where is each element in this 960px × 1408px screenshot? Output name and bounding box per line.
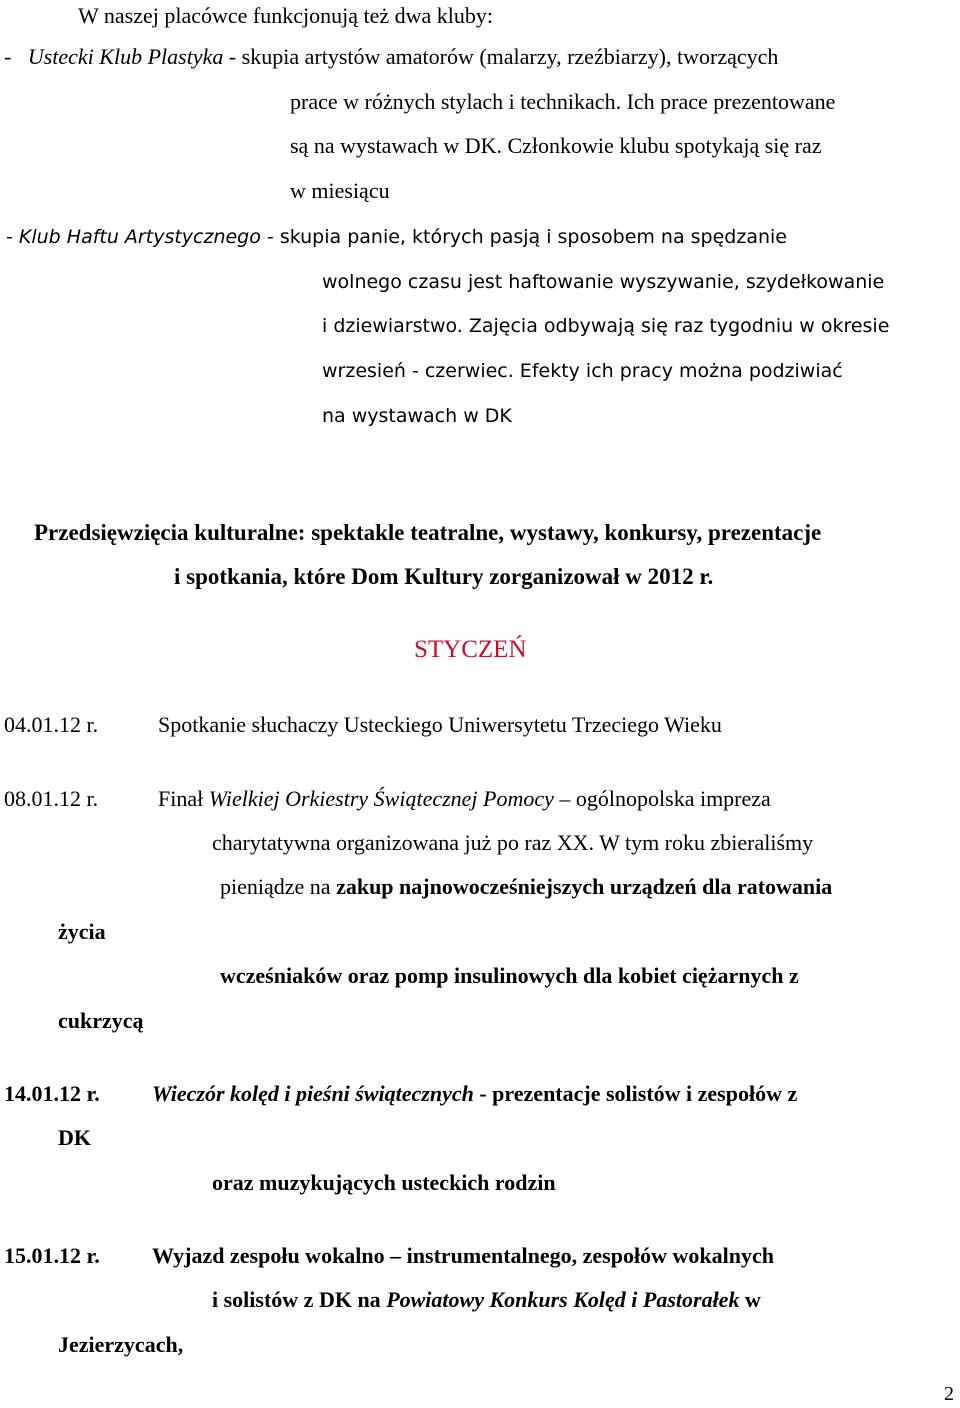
event4-line2c: w	[739, 1287, 761, 1312]
event2-rest1: – ogólnopolska impreza	[553, 786, 771, 811]
club2-desc-5: na wystawach w DK	[322, 405, 512, 427]
club1-desc-4: w miesiącu	[290, 178, 390, 203]
club1-dash: -	[4, 44, 12, 69]
event2-line5: wcześniaków oraz pomp insulinowych dla kobiet ciężarnych z	[220, 963, 799, 988]
event2-line6: cukrzycą	[58, 1008, 144, 1033]
event4-line2a: i solistów z DK na	[212, 1287, 387, 1312]
event2-line1	[158, 785, 771, 813]
event2-line3b: zakup najnowocześniejszych urządzeń dla ratowania	[336, 874, 833, 899]
event4-line2b: Powiatowy Konkurs Kolęd i Pastorałek	[386, 1287, 740, 1312]
event2-prefix: Finał	[158, 786, 209, 811]
event3-title: Wieczór kolęd i pieśni świątecznych	[152, 1081, 474, 1106]
event3-line1	[152, 1080, 797, 1108]
event4-line2	[212, 1286, 761, 1314]
event1-date: 04.01.12 r.	[4, 712, 99, 737]
club1-desc-3: są na wystawach w DK. Członkowie klubu spotykają się raz	[290, 133, 822, 158]
event2-title: Wielkiej Orkiestry Świątecznej Pomocy	[208, 786, 554, 811]
club2-name: Klub Haftu Artystycznego	[18, 226, 261, 248]
event2-line4: życia	[58, 919, 106, 944]
event3-line3: oraz muzykujących usteckich rodzin	[212, 1170, 556, 1195]
event2-line3a: pieniądze na	[220, 874, 337, 899]
club2-desc-4: wrzesień - czerwiec. Efekty ich pracy można podziwiać	[322, 360, 843, 382]
club1-sep: -	[223, 44, 242, 69]
club2-dash: -	[6, 226, 19, 248]
event3-rest1: - prezentacje solistów i zespołów z	[473, 1081, 798, 1106]
event2-date: 08.01.12 r.	[4, 786, 99, 811]
club2-sep: -	[260, 226, 280, 248]
event2-line3	[220, 873, 832, 901]
event4-line3: Jezierzycach,	[58, 1332, 184, 1357]
event1-text: Spotkanie słuchaczy Usteckiego Uniwersytetu Trzeciego Wieku	[158, 712, 722, 737]
club1-desc-1: skupia artystów amatorów (malarzy, rzeźbiarzy), tworzących	[241, 44, 779, 69]
club2-first-line	[6, 223, 787, 251]
event4-line1: Wyjazd zespołu wokalno – instrumentalnego, zespołów wokalnych	[152, 1243, 774, 1268]
club2-desc-1: skupia panie, których pasją i sposobem na spędzanie	[279, 226, 787, 248]
month-title: STYCZEŃ	[414, 636, 527, 663]
club1-desc-2: prace w różnych stylach i technikach. Ich prace prezentowane	[290, 89, 836, 114]
section-heading-line1: Przedsięwzięcia kulturalne: spektakle teatralne, wystawy, konkursy, prezentacje	[34, 520, 822, 545]
section-heading-line2: i spotkania, które Dom Kultury zorganizował w 2012 r.	[174, 564, 714, 589]
page-number: 2	[944, 1383, 954, 1405]
club1-name: Ustecki Klub Plastyka	[27, 44, 224, 69]
event3-line2: DK	[58, 1125, 91, 1150]
club2-desc-3: i dziewiarstwo. Zajęcia odbywają się raz tygodniu w okresie	[322, 315, 890, 337]
club2-desc-2: wolnego czasu jest haftowanie wyszywanie, szydełkowanie	[322, 271, 885, 293]
clubs-intro: W naszej placówce funkcjonują też dwa kluby:	[78, 3, 493, 28]
event4-date: 15.01.12 r.	[4, 1243, 100, 1268]
event3-date: 14.01.12 r.	[4, 1081, 100, 1106]
event2-line2: charytatywna organizowana już po raz XX. W tym roku zbieraliśmy	[212, 830, 814, 855]
club1-first-line	[4, 43, 778, 71]
